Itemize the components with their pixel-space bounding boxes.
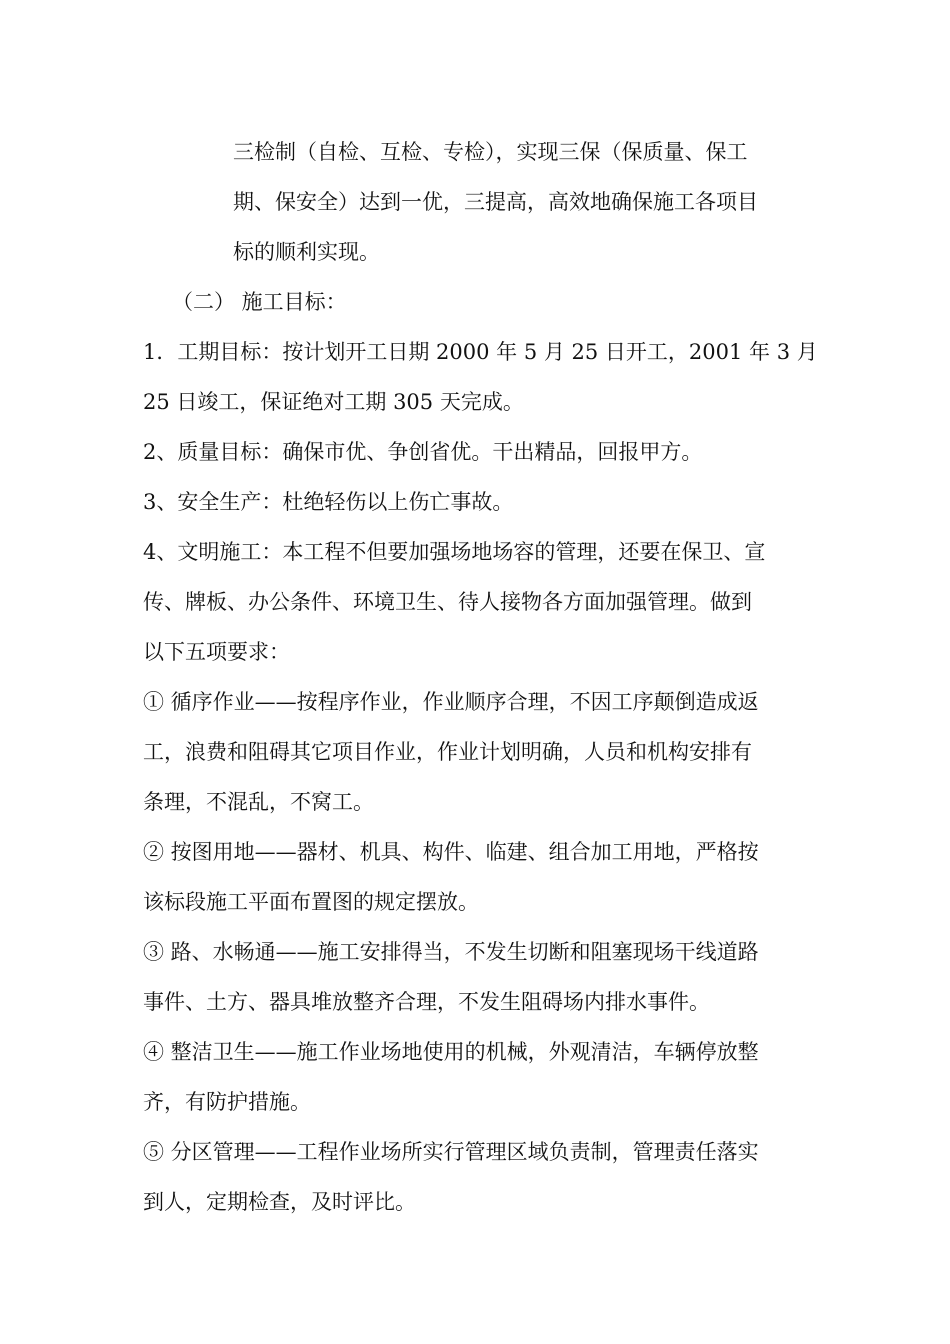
body-line-18: 到人，定期检查，及时评比。 — [143, 1190, 416, 1214]
body-line-17: ⑤ 分区管理——工程作业场所实行管理区域负责制，管理责任落实 — [143, 1140, 759, 1164]
body-line-4: 3、安全生产：杜绝轻伤以上伤亡事故。 — [143, 490, 514, 514]
body-line-8: ① 循序作业——按程序作业，作业顺序合理，不因工序颠倒造成返 — [143, 690, 759, 714]
intro-line-3: 标的顺利实现。 — [233, 240, 380, 264]
body-line-7: 以下五项要求： — [143, 640, 290, 664]
body-line-11: ② 按图用地——器材、机具、构件、临建、组合加工用地，严格按 — [143, 840, 759, 864]
body-line-12: 该标段施工平面布置图的规定摆放。 — [143, 890, 479, 914]
body-line-14: 事件、土方、器具堆放整齐合理，不发生阻碍场内排水事件。 — [143, 990, 710, 1014]
body-line-1: 1．工期目标：按计划开工日期 2000 年 5 月 25 日开工，2001 年 3 月 — [143, 340, 818, 364]
body-line-9: 工，浪费和阻碍其它项目作业，作业计划明确，人员和机构安排有 — [143, 740, 752, 764]
body-line-2: 25 日竣工，保证绝对工期 305 天完成。 — [143, 390, 524, 414]
section-heading: （二） 施工目标： — [172, 290, 347, 314]
body-line-15: ④ 整洁卫生——施工作业场地使用的机械，外观清洁，车辆停放整 — [143, 1040, 759, 1064]
body-line-16: 齐，有防护措施。 — [143, 1090, 311, 1114]
body-line-6: 传、牌板、办公条件、环境卫生、待人接物各方面加强管理。做到 — [143, 590, 752, 614]
body-line-10: 条理，不混乱，不窝工。 — [143, 790, 374, 814]
intro-line-2: 期、保安全）达到一优，三提高，高效地确保施工各项目 — [233, 190, 758, 214]
body-line-3: 2、质量目标：确保市优、争创省优。干出精品，回报甲方。 — [143, 440, 703, 464]
intro-line-1: 三检制（自检、互检、专检），实现三保（保质量、保工 — [233, 140, 748, 164]
body-line-5: 4、文明施工：本工程不但要加强场地场容的管理，还要在保卫、宣 — [143, 540, 766, 564]
body-line-13: ③ 路、水畅通——施工安排得当，不发生切断和阻塞现场干线道路 — [143, 940, 759, 964]
